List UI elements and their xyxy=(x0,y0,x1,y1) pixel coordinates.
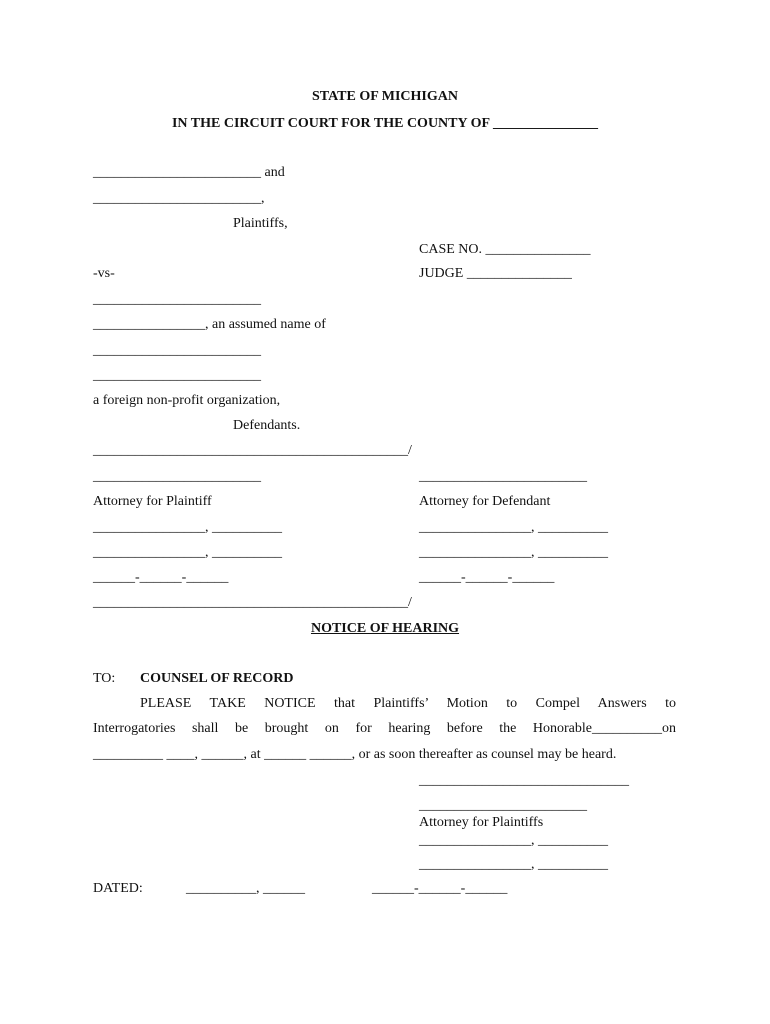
to-recipient: COUNSEL OF RECORD xyxy=(140,671,294,686)
dated-label: DATED: xyxy=(93,881,143,896)
to-label: TO: xyxy=(93,671,116,686)
state-heading: STATE OF MICHIGAN xyxy=(312,89,458,104)
plaintiff-name-line-1: ________________________ and xyxy=(93,165,285,180)
signature-address-1: ________________, __________ xyxy=(419,833,608,848)
plaintiffs-label: Plaintiffs, xyxy=(233,216,288,231)
case-number: CASE NO. _______________ xyxy=(419,242,591,257)
plaintiff-name-line-2: ________________________, xyxy=(93,191,265,206)
defendants-label: Defendants. xyxy=(233,418,301,433)
defendant-attorney-phone: ______-______-______ xyxy=(419,570,555,585)
defendant-name-line-1: ________________________ xyxy=(93,292,261,307)
defendant-name-line-4: ________________________ xyxy=(93,368,261,383)
dated-phone-blank: ______-______-______ xyxy=(372,881,508,896)
plaintiff-attorney-address-1: ________________, __________ xyxy=(93,520,282,535)
court-heading: IN THE CIRCUIT COURT FOR THE COUNTY OF _______________ xyxy=(171,116,599,131)
versus-label: -vs- xyxy=(93,266,115,281)
plaintiff-attorney-address-2: ________________, __________ xyxy=(93,545,282,560)
dated-date-blank: __________, ______ xyxy=(186,881,305,896)
caption-separator: _____________________________________________/ xyxy=(93,443,412,458)
signature-name-line: ________________________ xyxy=(419,798,587,813)
assumed-name-text: , an assumed name of xyxy=(205,317,326,332)
assumed-name-blank: ________________ xyxy=(93,317,205,332)
plaintiff-attorney-name-line: ________________________ xyxy=(93,469,261,484)
defendant-attorney-label: Attorney for Defendant xyxy=(419,494,551,509)
plaintiff-attorney-label: Attorney for Plaintiff xyxy=(93,494,212,509)
notice-paragraph-line-3: __________ ____, ______, at ______ ______, or as soon thereafter as counsel may be heard. xyxy=(93,747,617,762)
signature-address-2: ________________, __________ xyxy=(419,857,608,872)
judge-line: JUDGE _______________ xyxy=(419,266,572,281)
notice-title: NOTICE OF HEARING xyxy=(310,621,460,636)
assumed-name-line xyxy=(93,317,326,333)
defendant-name-line-3: ________________________ xyxy=(93,343,261,358)
plaintiff-attorney-phone: ______-______-______ xyxy=(93,570,229,585)
attorney-separator: _____________________________________________/ xyxy=(93,595,412,610)
notice-paragraph-line-2: Interrogatories shall be brought on for hearing before the Honorable__________on xyxy=(93,721,676,736)
defendant-attorney-name-line: ________________________ xyxy=(419,469,587,484)
foreign-organization-text: a foreign non-profit organization, xyxy=(93,393,281,408)
notice-paragraph-line-1: PLEASE TAKE NOTICE that Plaintiffs’ Motion to Compel Answers to xyxy=(140,696,676,711)
defendant-attorney-address-1: ________________, __________ xyxy=(419,520,608,535)
signature-line: ______________________________ xyxy=(419,773,629,788)
signature-label: Attorney for Plaintiffs xyxy=(419,815,544,830)
defendant-attorney-address-2: ________________, __________ xyxy=(419,545,608,560)
